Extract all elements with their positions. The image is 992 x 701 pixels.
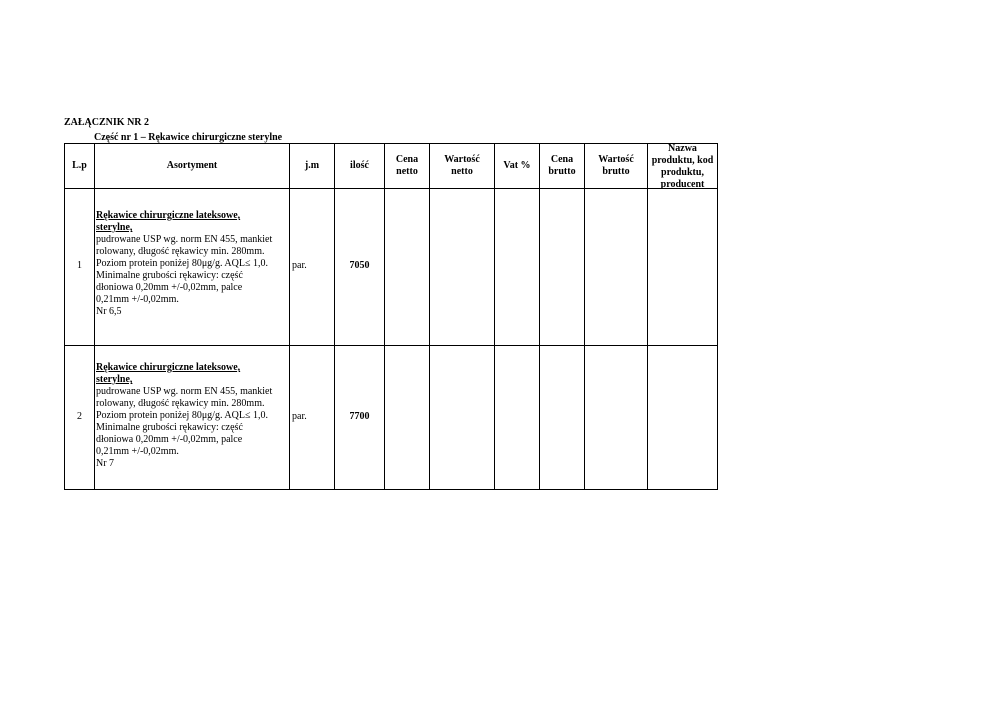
row-1-unit: par. [292, 260, 307, 271]
header-ilosc: ilość [350, 160, 369, 171]
row-2-desc-line-3: Poziom protein poniżej 80μg/g. AQL≤ 1,0. [96, 410, 268, 421]
table-bottom-border [64, 489, 718, 490]
col-border-0 [64, 143, 65, 490]
header-lp: L.p [72, 160, 87, 171]
col-border-3 [334, 143, 335, 490]
header-nazwa-produktu-text: Nazwa produktu, kod produktu, producent [651, 144, 714, 188]
row-1-quantity: 7050 [349, 260, 370, 271]
col-border-5 [429, 143, 430, 490]
row-2-desc-line-7: Nr 7 [96, 458, 115, 469]
row-2-desc-line-4: Minimalne grubości rękawicy: część [96, 422, 243, 433]
row-2-quantity: 7700 [349, 411, 370, 422]
header-vat: Vat % [503, 160, 531, 171]
row-2-desc-line-2: rolowany, długość rękawicy min. 280mm. [96, 398, 265, 409]
col-border-9 [647, 143, 648, 490]
header-jm: j.m [304, 160, 320, 171]
row-2-desc-line-6: 0,21mm +/-0,02mm. [96, 446, 179, 457]
row-1-description [96, 210, 288, 318]
row-1-desc-line-5: dłoniowa 0,20mm +/-0,02mm, palce [96, 282, 243, 293]
row-2-unit: par. [292, 411, 307, 422]
section-title: Część nr 1 – Rękawice chirurgiczne sterylne [94, 132, 283, 143]
row-2-product-name-1: Rękawice chirurgiczne lateksowe, [96, 362, 241, 373]
col-border-7 [539, 143, 540, 490]
attachment-title: ZAŁĄCZNIK NR 2 [64, 117, 150, 128]
row-2-lp: 2 [77, 411, 82, 422]
row-1-lp: 1 [77, 260, 82, 271]
row-1-desc-line-6: 0,21mm +/-0,02mm. [96, 294, 179, 305]
row-2-description [96, 362, 288, 470]
row-2-desc-line-1: pudrowane USP wg. norm EN 455, mankiet [96, 386, 273, 397]
header-wartosc-brutto: Wartość brutto [598, 154, 634, 177]
row-1-desc-line-3: Poziom protein poniżej 80μg/g. AQL≤ 1,0. [96, 258, 268, 269]
col-border-6 [494, 143, 495, 490]
row-2-desc-line-5: dłoniowa 0,20mm +/-0,02mm, palce [96, 434, 243, 445]
col-border-8 [584, 143, 585, 490]
row-1-product-name-2: sterylne, [96, 222, 133, 233]
col-border-10 [717, 143, 718, 490]
row-1-desc-line-2: rolowany, długość rękawicy min. 280mm. [96, 246, 265, 257]
row-2-product-name-2: sterylne, [96, 374, 133, 385]
row-1-desc-line-7: Nr 6,5 [96, 306, 122, 317]
header-cena-netto: Cena netto [395, 154, 419, 177]
col-border-2 [289, 143, 290, 490]
row-1-desc-line-1: pudrowane USP wg. norm EN 455, mankiet [96, 234, 273, 245]
header-asortyment: Asortyment [166, 160, 218, 171]
header-nazwa-produktu [648, 144, 717, 188]
col-border-4 [384, 143, 385, 490]
header-cena-brutto: Cena brutto [548, 154, 576, 177]
header-bottom-border [64, 188, 718, 189]
row-1-desc-line-4: Minimalne grubości rękawicy: część [96, 270, 243, 281]
col-border-1 [94, 143, 95, 490]
row-1-product-name-1: Rękawice chirurgiczne lateksowe, [96, 210, 241, 221]
row-1-bottom-border [64, 345, 718, 346]
header-wartosc-netto: Wartość netto [444, 154, 480, 177]
